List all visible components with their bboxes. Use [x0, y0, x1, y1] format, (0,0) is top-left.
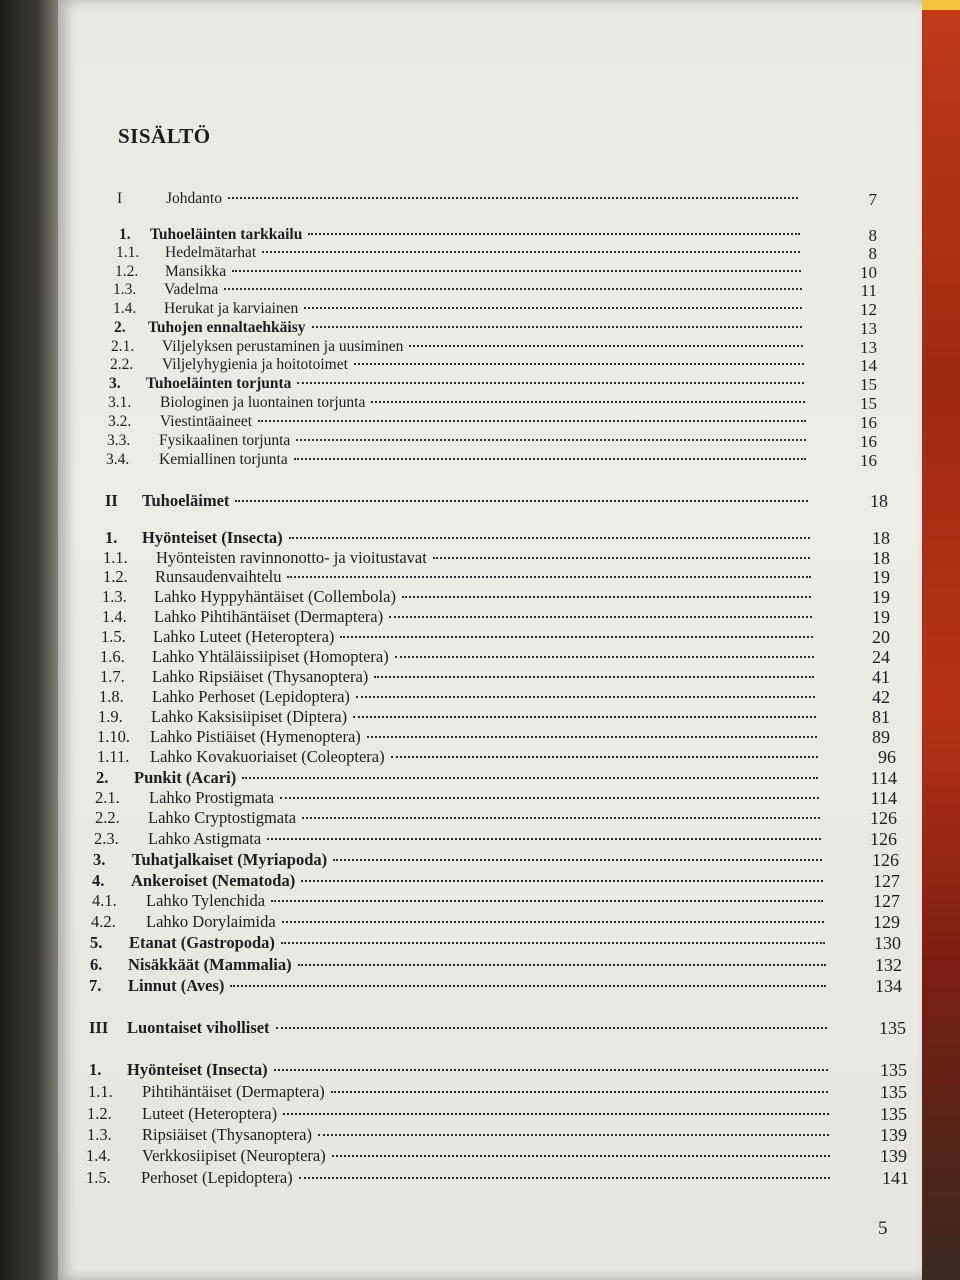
toc-entry-page: 139: [880, 1146, 907, 1166]
dot-leader: [232, 270, 801, 272]
dot-leader: [302, 817, 820, 819]
toc-entry-title: Lahko Luteet (Heteroptera): [153, 627, 335, 646]
toc-entry: [89, 1060, 907, 1080]
dot-leader: [304, 307, 802, 309]
dot-leader: [283, 1113, 829, 1115]
toc-entry: [119, 226, 877, 245]
toc-entry-page: 13: [860, 338, 877, 357]
toc-entry-number: 2.1.: [111, 338, 135, 355]
dot-leader: [235, 500, 808, 502]
toc-entry-title: Tuhoeläimet: [142, 491, 230, 510]
toc-entry: [99, 687, 890, 707]
toc-entry-number: 4.1.: [92, 891, 117, 910]
toc-entry-title: Fysikaalinen torjunta: [159, 432, 291, 449]
toc-entry-title: Tuhojen ennaltaehkäisy: [148, 319, 306, 336]
toc-entry-number: 1.5.: [101, 627, 126, 646]
dot-leader: [333, 859, 822, 861]
toc-entry: [103, 548, 890, 568]
toc-entry: [97, 727, 890, 747]
toc-entry-title: Linnut (Aves): [128, 976, 225, 995]
toc-entry-page: 114: [870, 768, 897, 788]
toc-entry-title: Herukat ja karviainen: [164, 300, 299, 317]
toc-entry-number: 2.2.: [110, 356, 134, 373]
toc-entry-title: Lahko Hyppyhäntäiset (Collembola): [154, 587, 396, 606]
dot-leader: [409, 345, 803, 347]
toc-entry-number: 1.1.: [116, 244, 140, 261]
toc-entry-page: 16: [860, 432, 877, 451]
dot-leader: [308, 233, 800, 235]
toc-entry-number: 4.: [92, 871, 105, 890]
toc-entry-number: 1.4.: [113, 300, 137, 317]
toc-entry-title: Luontaiset viholliset: [127, 1018, 270, 1037]
toc-entry-title: Lahko Cryptostigmata: [148, 808, 297, 827]
toc-entry: [88, 1082, 907, 1102]
dot-leader: [433, 557, 810, 559]
page-title: SISÄLTÖ: [118, 124, 211, 148]
toc-entry-page: 132: [875, 955, 902, 975]
dot-leader: [340, 636, 813, 638]
dot-leader: [294, 458, 806, 460]
toc-entry-number: 5.: [90, 933, 103, 952]
toc-entry: [116, 244, 877, 263]
toc-entry-number: 2.3.: [94, 829, 119, 848]
toc-entry-page: 7: [868, 190, 877, 209]
toc-entry-number: 1.4.: [86, 1146, 111, 1165]
toc-entry: [92, 891, 900, 911]
toc-entry-number: 2.2.: [95, 808, 120, 827]
toc-entry-page: 81: [872, 707, 890, 727]
toc-entry: [107, 432, 877, 451]
toc-entry-page: 126: [872, 850, 899, 870]
dot-leader: [289, 537, 810, 539]
toc-entry-page: 11: [860, 281, 877, 300]
toc-entry-title: Lahko Ripsiäiset (Thysanoptera): [152, 667, 369, 686]
toc-entry-title: Lahko Pihtihäntäiset (Dermaptera): [154, 607, 384, 626]
toc-entry-title: Kemiallinen torjunta: [159, 451, 288, 468]
toc-entry-title: Ankeroiset (Nematoda): [131, 871, 296, 890]
toc-entry-page: 8: [868, 244, 877, 263]
toc-entry-title: Lahko Kovakuoriaiset (Coleoptera): [150, 747, 385, 766]
dot-leader: [402, 596, 811, 598]
toc-entry-number: 3.1.: [108, 394, 132, 411]
toc-entry-title: Viestintäaineet: [160, 413, 253, 430]
dot-leader: [299, 1177, 830, 1179]
toc-entry-title: Lahko Perhoset (Lepidoptera): [152, 687, 350, 706]
dot-leader: [271, 900, 823, 902]
toc-entry-page: 16: [860, 413, 877, 432]
toc-entry-page: 139: [880, 1125, 907, 1145]
toc-entry-title: Biologinen ja luontainen torjunta: [160, 394, 366, 411]
toc-entry: [100, 647, 890, 667]
toc-entry-page: 19: [872, 567, 890, 587]
dot-leader: [262, 251, 800, 253]
dot-leader: [389, 616, 812, 618]
toc-entry-title: Vadelma: [164, 281, 219, 298]
toc-entry-number: 1.7.: [100, 667, 125, 686]
toc-entry: [94, 829, 897, 849]
toc-entry: [97, 747, 896, 767]
toc-entry-title: Tuhoeläinten tarkkailu: [150, 226, 303, 243]
toc-entry-page: 18: [870, 491, 888, 511]
toc-entry-page: 126: [870, 808, 897, 828]
toc-entry: [100, 667, 890, 687]
toc-entry-page: 12: [860, 300, 877, 319]
toc-entry-number: 7.: [89, 976, 102, 995]
dot-leader: [301, 880, 823, 882]
dot-leader: [282, 921, 824, 923]
toc-entry: [87, 1125, 907, 1145]
dot-leader: [280, 797, 819, 799]
dot-leader: [391, 756, 818, 758]
toc-entry-title: Hyönteiset (Insecta): [142, 528, 283, 547]
toc-entry: [91, 912, 900, 932]
toc-entry-number: 1.6.: [100, 647, 125, 666]
toc-entry-page: 114: [870, 788, 897, 808]
toc-entry-title: Lahko Tylenchida: [146, 891, 266, 910]
dot-leader: [371, 401, 805, 403]
dot-leader: [298, 964, 826, 966]
dot-leader: [276, 1027, 827, 1029]
dot-leader: [228, 197, 798, 199]
page-number: 5: [878, 1218, 888, 1239]
toc-entry-number: 1.1.: [88, 1082, 113, 1101]
toc-entry: [103, 567, 890, 587]
toc-entry: [92, 871, 900, 891]
toc-entry-title: Lahko Kaksisiipiset (Diptera): [151, 707, 348, 726]
toc-entry-title: Nisäkkäät (Mammalia): [128, 955, 292, 974]
toc-entry-page: 135: [880, 1104, 907, 1124]
toc-entry-title: Hyönteisten ravinnonotto- ja vioitustavat: [156, 548, 427, 567]
toc-entry-page: 89: [872, 727, 890, 747]
toc-entry-page: 19: [872, 607, 890, 627]
toc-entry: [102, 587, 890, 607]
toc-entry-number: 3.3.: [107, 432, 131, 449]
dot-leader: [297, 382, 804, 384]
toc-entry-page: 18: [872, 528, 890, 548]
dot-leader: [230, 985, 826, 987]
toc-entry-page: 16: [860, 451, 877, 470]
toc-entry: [89, 1018, 906, 1038]
toc-entry-title: Luteet (Heteroptera): [142, 1104, 278, 1123]
toc-entry-number: II: [105, 491, 118, 510]
toc-entry: [111, 338, 877, 357]
toc-entry-number: 2.1.: [95, 788, 120, 807]
dot-leader: [242, 777, 818, 779]
toc-entry: [109, 375, 877, 394]
toc-entry: [95, 788, 897, 808]
toc-entry: [108, 413, 877, 432]
toc-entry-title: Tuhatjalkaiset (Myriapoda): [132, 850, 328, 869]
toc-entry-number: 6.: [90, 955, 103, 974]
toc-entry-title: Punkit (Acari): [134, 768, 237, 787]
toc-entry-page: 41: [872, 667, 890, 687]
toc-entry-title: Lahko Prostigmata: [149, 788, 275, 807]
toc-entry-title: Lahko Astigmata: [148, 829, 262, 848]
toc-entry-number: 1.10.: [97, 727, 130, 746]
toc-entry: [117, 190, 877, 209]
toc-entry-page: 20: [872, 627, 890, 647]
toc-entry: [89, 976, 902, 996]
dot-leader: [296, 439, 806, 441]
toc-entry-title: Verkkosiipiset (Neuroptera): [142, 1146, 326, 1165]
toc-entry: [87, 1104, 907, 1124]
dot-leader: [353, 716, 816, 718]
toc-entry-page: 15: [860, 394, 877, 413]
dot-leader: [354, 363, 804, 365]
toc-entry-number: 3.: [109, 375, 121, 392]
toc-entry-page: 134: [875, 976, 902, 996]
toc-entry: [98, 707, 890, 727]
toc-entry-page: 129: [873, 912, 900, 932]
toc-entry: [86, 1168, 909, 1188]
left-page-gutter: [0, 0, 62, 1280]
toc-entry-page: 15: [860, 375, 877, 394]
toc-entry-number: 1.3.: [87, 1125, 112, 1144]
toc-entry-title: Viljelyksen perustaminen ja uusiminen: [162, 338, 404, 355]
toc-entry: [95, 808, 897, 828]
toc-entry-title: Hedelmätarhat: [165, 244, 257, 261]
toc-entry: [101, 627, 890, 647]
dot-leader: [224, 288, 802, 290]
toc-entry-page: 135: [879, 1018, 906, 1038]
dot-leader: [287, 576, 811, 578]
toc-entry-page: 8: [868, 226, 877, 245]
toc-entry-title: Lahko Dorylaimida: [146, 912, 276, 931]
toc-entry-page: 13: [860, 319, 877, 338]
toc-entry: [110, 356, 877, 375]
dot-leader: [367, 736, 817, 738]
toc-entry-number: 1.3.: [102, 587, 127, 606]
toc-entry-number: 2.: [96, 768, 109, 787]
toc-entry-page: 130: [874, 933, 901, 953]
toc-entry-number: 1.: [119, 226, 131, 243]
toc-entry: [90, 955, 902, 975]
toc-entry: [113, 281, 877, 300]
toc-entry: [90, 933, 901, 953]
toc-entry: [93, 850, 899, 870]
toc-entry: [105, 491, 888, 511]
dot-leader: [312, 326, 803, 328]
toc-entry-page: 24: [872, 647, 890, 667]
toc-entry-title: Hyönteiset (Insecta): [127, 1060, 268, 1079]
toc-entry-title: Viljelyhygienia ja hoitotoimet: [162, 356, 348, 373]
toc-entry-title: Lahko Yhtäläissiipiset (Homoptera): [152, 647, 389, 666]
toc-entry-number: 1.3.: [113, 281, 137, 298]
toc-entry-number: 1.4.: [102, 607, 127, 626]
toc-entry-page: 135: [880, 1060, 907, 1080]
dot-leader: [274, 1069, 828, 1071]
dot-leader: [332, 1155, 830, 1157]
toc-entry-number: III: [89, 1018, 109, 1037]
toc-entry-number: 1.5.: [86, 1168, 111, 1187]
toc-entry-title: Mansikka: [165, 263, 227, 280]
toc-entry-number: 1.2.: [87, 1104, 112, 1123]
toc-entry-number: 1.2.: [103, 567, 128, 586]
toc-entry-number: 4.2.: [91, 912, 116, 931]
toc-entry: [102, 607, 890, 627]
toc-entry-number: 1.: [105, 528, 118, 547]
dot-leader: [395, 656, 814, 658]
toc-entry-page: 127: [873, 891, 900, 911]
toc-entry-title: Etanat (Gastropoda): [129, 933, 275, 952]
toc-entry-title: Ripsiäiset (Thysanoptera): [142, 1125, 312, 1144]
toc-entry-page: 19: [872, 587, 890, 607]
toc-entry-page: 141: [882, 1168, 909, 1188]
toc-entry-title: Johdanto: [166, 190, 222, 207]
toc-entry-title: Lahko Pistiäiset (Hymenoptera): [150, 727, 361, 746]
dot-leader: [281, 942, 825, 944]
toc-entry: [115, 263, 877, 282]
toc-entry-title: Tuhoeläinten torjunta: [146, 375, 292, 392]
toc-entry-page: 10: [860, 263, 877, 282]
toc-entry: [113, 300, 877, 319]
toc-entry: [96, 768, 897, 788]
dot-leader: [331, 1091, 828, 1093]
dot-leader: [374, 676, 814, 678]
toc-entry-number: 1.: [89, 1060, 102, 1079]
toc-entry-title: Runsaudenvaihtelu: [155, 567, 282, 586]
dot-leader: [258, 420, 806, 422]
dot-leader: [267, 838, 821, 840]
toc-entry: [86, 1146, 907, 1166]
toc-entry-number: 1.11.: [97, 747, 130, 766]
dot-leader: [356, 696, 815, 698]
toc-entry-title: Perhoset (Lepidoptera): [141, 1168, 293, 1187]
toc-entry: [114, 319, 877, 338]
toc-entry-number: 1.8.: [99, 687, 124, 706]
toc-entry-number: 1.1.: [103, 548, 128, 567]
toc-entry-page: 127: [873, 871, 900, 891]
toc-entry-number: 1.2.: [115, 263, 139, 280]
toc-entry-page: 18: [872, 548, 890, 568]
toc-entry-number: 2.: [114, 319, 126, 336]
toc-entry-title: Pihtihäntäiset (Dermaptera): [142, 1082, 325, 1101]
toc-entry-page: 14: [860, 356, 877, 375]
toc-entry-number: 3.4.: [106, 451, 130, 468]
toc-entry-page: 135: [880, 1082, 907, 1102]
toc-entry: [106, 451, 877, 470]
toc-entry-number: 3.2.: [108, 413, 132, 430]
toc-entry-page: 96: [878, 747, 896, 767]
toc-entry-page: 126: [870, 829, 897, 849]
toc-entry-page: 42: [872, 687, 890, 707]
toc-entry: [108, 394, 877, 413]
toc-entry-number: 1.9.: [98, 707, 123, 726]
dot-leader: [318, 1134, 829, 1136]
toc-entry-number: 3.: [93, 850, 106, 869]
toc-entry: [105, 528, 890, 548]
toc-entry-number: I: [117, 190, 123, 207]
